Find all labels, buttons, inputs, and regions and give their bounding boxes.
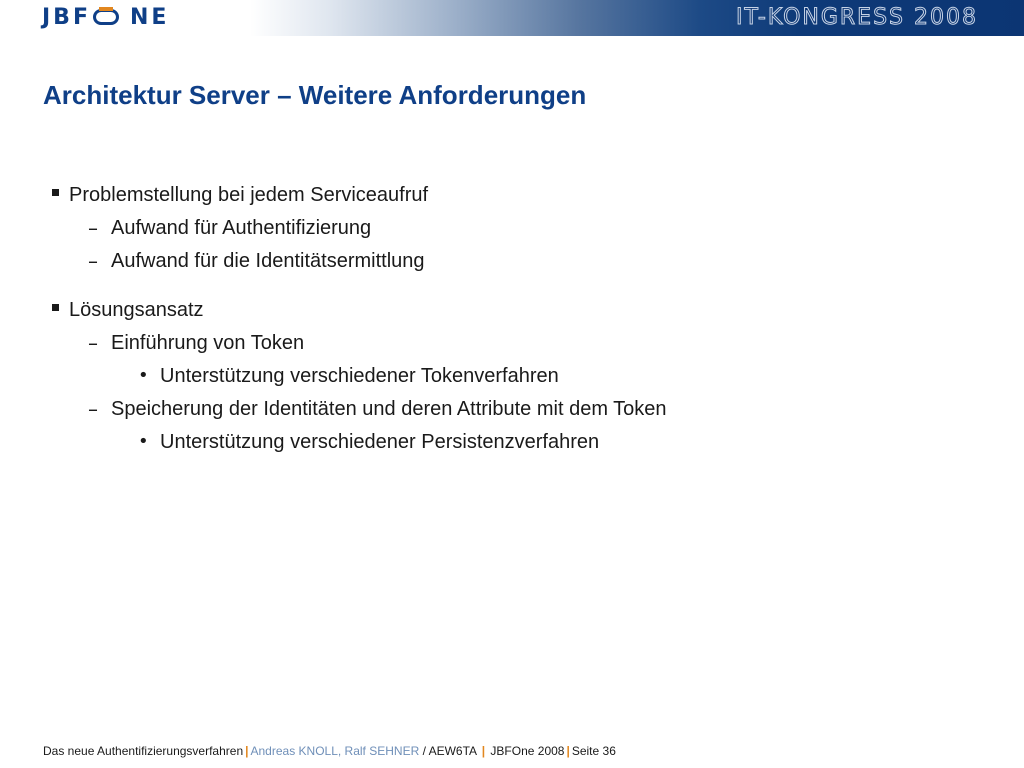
dash-marker: – — [88, 331, 98, 355]
footer-separator: | — [245, 744, 249, 758]
dash-marker: – — [88, 249, 98, 273]
footer-event: JBFOne 2008 — [490, 744, 565, 758]
bullet-1-text: Problemstellung bei jedem Serviceaufruf — [69, 184, 429, 206]
footer-page: Seite 36 — [571, 744, 616, 758]
bullet-2-sub-2-item-1: Unterstützung verschiedener Persistenzverfahren — [160, 431, 600, 453]
square-bullet-icon — [52, 189, 59, 196]
footer-slash: / — [419, 744, 429, 758]
footer-authors: Andreas KNOLL, Ralf SEHNER — [250, 744, 420, 758]
dash-marker: – — [88, 216, 98, 240]
bullet-2-sub-1: Einführung von Token — [111, 332, 305, 354]
congress-label: IT-KONGRESS 2008 — [736, 5, 978, 30]
footer — [43, 743, 616, 759]
footer-topic: Das neue Authentifizierungsverfahren — [43, 744, 244, 758]
bullet-2-sub-1-item-1: Unterstützung verschiedener Tokenverfahren — [160, 365, 559, 387]
slide-title: Architektur Server – Weitere Anforderungen — [43, 80, 587, 110]
bullet-2-text: Lösungsansatz — [69, 299, 204, 321]
footer-separator: | — [566, 744, 570, 758]
square-bullet-icon — [52, 304, 59, 311]
bullet-1-sub-2: Aufwand für die Identitätsermittlung — [111, 250, 425, 272]
dash-marker: – — [88, 397, 98, 421]
logo-text-right: NE — [129, 5, 170, 30]
bullet-2-sub-2: Speicherung der Identitäten und deren Attribute mit dem Token — [111, 398, 667, 420]
footer-separator: | — [481, 744, 486, 758]
logo-text-left: JBF — [42, 5, 91, 30]
dot-marker: • — [138, 365, 149, 386]
footer-code: AEW6TA — [428, 744, 477, 758]
bullet-1-sub-1: Aufwand für Authentifizierung — [111, 217, 372, 239]
dot-marker: • — [138, 431, 149, 452]
